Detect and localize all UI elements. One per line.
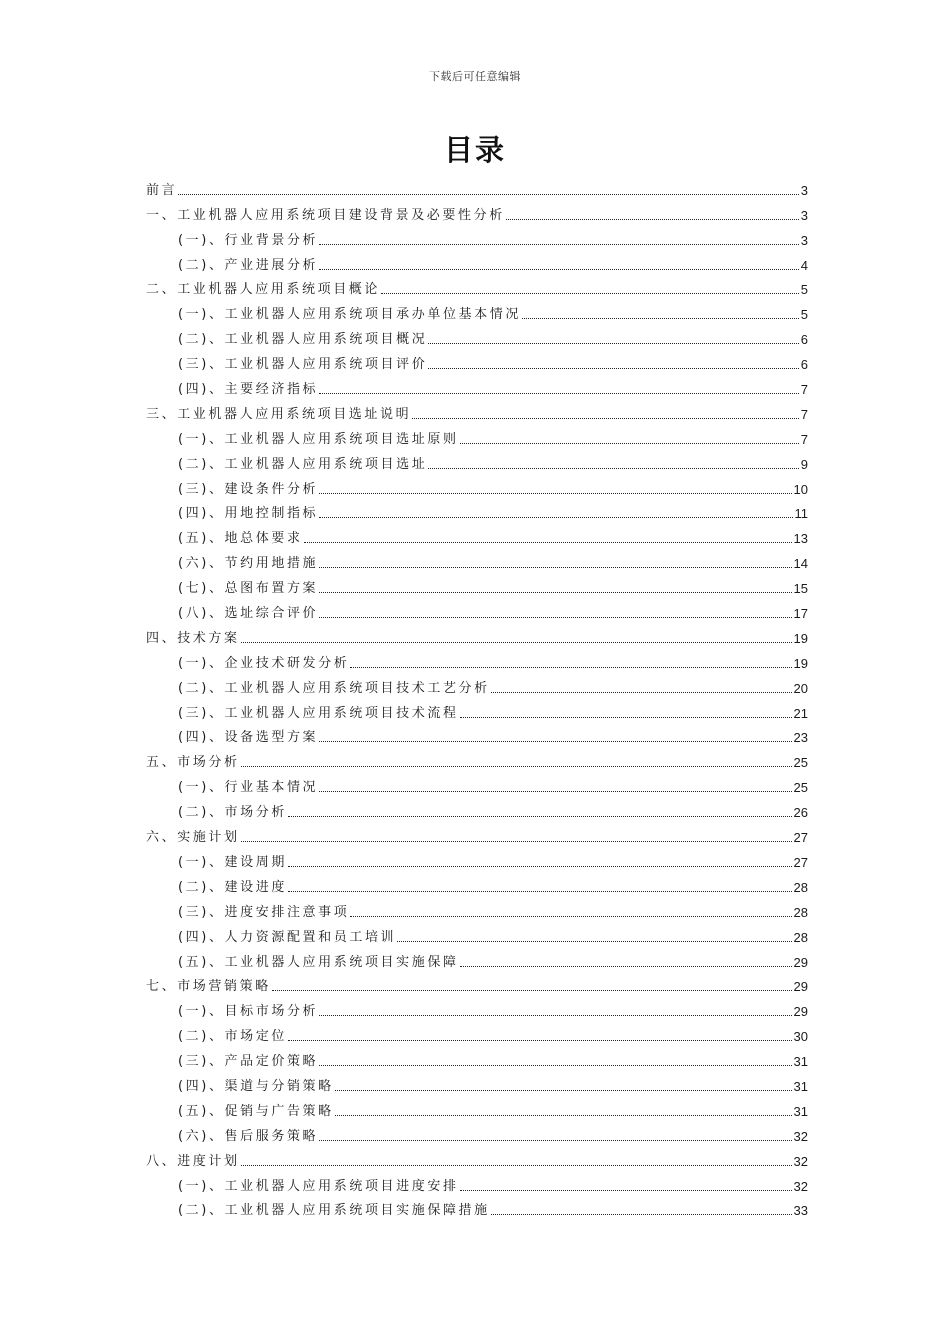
toc-entry-label: (二)、市场分析	[178, 805, 287, 821]
toc-entry-label: (五)、地总体要求	[178, 531, 303, 547]
toc-dot-leader	[319, 592, 791, 593]
toc-page-number: 33	[793, 1203, 808, 1219]
toc-entry-label: (四)、人力资源配置和员工培训	[178, 929, 397, 945]
toc-chapter-entry[interactable]	[146, 174, 808, 199]
toc-dot-leader	[319, 1140, 791, 1141]
toc-dot-leader	[241, 766, 792, 767]
toc-entry-label: (四)、主要经济指标	[178, 382, 319, 398]
toc-dot-leader	[272, 990, 792, 991]
toc-entry-label: (六)、售后服务策略	[178, 1128, 319, 1144]
toc-dot-leader	[304, 542, 792, 543]
toc-section-entry[interactable]	[146, 1195, 808, 1220]
toc-entry-label: (二)、工业机器人应用系统项目选址	[178, 456, 428, 472]
toc-chapter-entry[interactable]	[146, 1145, 808, 1170]
toc-page-number: 25	[793, 755, 808, 771]
toc-entry-label: (二)、工业机器人应用系统项目技术工艺分析	[178, 680, 490, 696]
toc-dot-leader	[319, 517, 792, 518]
toc-page-number: 31	[793, 1103, 808, 1119]
toc-page-number: 30	[793, 1029, 808, 1045]
toc-entry-label: (二)、市场定位	[178, 1029, 287, 1045]
toc-entry-label: (一)、行业背景分析	[178, 232, 319, 248]
toc-dot-leader	[522, 318, 799, 319]
toc-page-number: 10	[793, 481, 808, 497]
toc-entry-label: (二)、产业进展分析	[178, 257, 319, 273]
toc-entry-label: (五)、工业机器人应用系统项目实施保障	[178, 954, 459, 970]
toc-page-number: 19	[793, 655, 808, 671]
toc-section-entry[interactable]	[146, 921, 808, 946]
toc-dot-leader	[460, 717, 792, 718]
toc-entry-label: (四)、用地控制指标	[178, 506, 319, 522]
toc-dot-leader	[241, 841, 792, 842]
toc-entry-label: (三)、产品定价策略	[178, 1054, 319, 1070]
toc-entry-label: (四)、渠道与分销策略	[178, 1078, 334, 1094]
toc-chapter-entry[interactable]	[146, 622, 808, 647]
toc-page-number: 27	[793, 854, 808, 870]
toc-dot-leader	[460, 966, 792, 967]
toc-page-number: 11	[794, 506, 808, 522]
toc-dot-leader	[241, 1165, 792, 1166]
toc-entry-label: (二)、工业机器人应用系统项目实施保障措施	[178, 1203, 490, 1219]
toc-section-entry[interactable]	[146, 1070, 808, 1095]
toc-dot-leader	[319, 1065, 791, 1066]
toc-dot-leader	[381, 293, 799, 294]
toc-dot-leader	[491, 692, 792, 693]
toc-dot-leader	[319, 1015, 791, 1016]
toc-section-entry[interactable]	[146, 1020, 808, 1045]
toc-section-entry[interactable]	[146, 473, 808, 498]
toc-section-entry[interactable]	[146, 298, 808, 323]
toc-section-entry[interactable]	[146, 896, 808, 921]
toc-section-entry[interactable]	[146, 771, 808, 796]
toc-page-number: 23	[793, 730, 808, 746]
toc-page-number: 31	[793, 1054, 808, 1070]
toc-section-entry[interactable]	[146, 647, 808, 672]
toc-section-entry[interactable]	[146, 697, 808, 722]
toc-entry-label: 八、进度计划	[146, 1153, 240, 1169]
toc-chapter-entry[interactable]	[146, 821, 808, 846]
toc-entry-label: (七)、总图布置方案	[178, 581, 319, 597]
toc-section-entry[interactable]	[146, 722, 808, 747]
toc-page-number: 29	[793, 1004, 808, 1020]
toc-dot-leader	[288, 866, 792, 867]
toc-page-number: 5	[800, 307, 808, 323]
toc-dot-leader	[350, 916, 791, 917]
toc-page-number: 3	[800, 182, 808, 198]
toc-section-entry[interactable]	[146, 871, 808, 896]
toc-page-number: 7	[800, 431, 808, 447]
toc-section-entry[interactable]	[146, 498, 808, 523]
toc-page-number: 25	[793, 780, 808, 796]
toc-dot-leader	[460, 443, 799, 444]
toc-entry-label: (一)、企业技术研发分析	[178, 655, 350, 671]
toc-dot-leader	[319, 269, 799, 270]
toc-page-number: 29	[793, 979, 808, 995]
toc-dot-leader	[412, 418, 799, 419]
toc-section-entry[interactable]	[146, 796, 808, 821]
toc-entry-label: (三)、进度安排注意事项	[178, 904, 350, 920]
toc-page-number: 27	[793, 830, 808, 846]
toc-entry-label: 七、市场营销策略	[146, 979, 271, 995]
toc-section-entry[interactable]	[146, 249, 808, 274]
toc-section-entry[interactable]	[146, 672, 808, 697]
toc-page-number: 31	[793, 1078, 808, 1094]
toc-entry-label: (二)、建设进度	[178, 879, 287, 895]
toc-page-number: 32	[793, 1153, 808, 1169]
toc-section-entry[interactable]	[146, 846, 808, 871]
toc-dot-leader	[506, 219, 799, 220]
toc-section-entry[interactable]	[146, 1095, 808, 1120]
toc-page-number: 29	[793, 954, 808, 970]
toc-chapter-entry[interactable]	[146, 274, 808, 299]
toc-entry-label: (三)、建设条件分析	[178, 481, 319, 497]
toc-section-entry[interactable]	[146, 1170, 808, 1195]
table-of-contents	[146, 174, 808, 1219]
toc-entry-label: 四、技术方案	[146, 630, 240, 646]
toc-page-number: 15	[793, 581, 808, 597]
toc-section-entry[interactable]	[146, 995, 808, 1020]
toc-chapter-entry[interactable]	[146, 398, 808, 423]
toc-title: 目录	[443, 133, 506, 167]
toc-dot-leader	[319, 567, 791, 568]
toc-page-number: 28	[793, 879, 808, 895]
toc-section-entry[interactable]	[146, 1120, 808, 1145]
toc-dot-leader	[428, 343, 798, 344]
toc-page-number: 7	[800, 382, 808, 398]
toc-page-number: 32	[793, 1128, 808, 1144]
toc-page-number: 7	[800, 406, 808, 422]
toc-section-entry[interactable]	[146, 572, 808, 597]
toc-section-entry[interactable]	[146, 597, 808, 622]
toc-section-entry[interactable]	[146, 1045, 808, 1070]
toc-entry-label: (一)、工业机器人应用系统项目承办单位基本情况	[178, 307, 521, 323]
toc-dot-leader	[428, 368, 798, 369]
toc-page-number: 6	[800, 357, 808, 373]
toc-entry-label: (一)、行业基本情况	[178, 780, 319, 796]
toc-section-entry[interactable]	[146, 348, 808, 373]
toc-entry-label: (四)、设备选型方案	[178, 730, 319, 746]
toc-dot-leader	[288, 891, 792, 892]
toc-section-entry[interactable]	[146, 323, 808, 348]
toc-entry-label: (一)、工业机器人应用系统项目选址原则	[178, 431, 459, 447]
toc-dot-leader	[397, 941, 791, 942]
toc-page-number: 19	[793, 630, 808, 646]
toc-page-number: 3	[800, 207, 808, 223]
toc-entry-label: 一、工业机器人应用系统项目建设背景及必要性分析	[146, 207, 505, 223]
toc-dot-leader	[350, 667, 791, 668]
toc-dot-leader	[319, 791, 791, 792]
toc-dot-leader	[288, 816, 792, 817]
toc-dot-leader	[319, 244, 799, 245]
toc-page-number: 14	[793, 556, 808, 572]
toc-dot-leader	[491, 1214, 792, 1215]
toc-page-number: 28	[793, 929, 808, 945]
toc-entry-label: (三)、工业机器人应用系统项目评价	[178, 357, 428, 373]
toc-dot-leader	[335, 1090, 792, 1091]
toc-entry-label: 三、工业机器人应用系统项目选址说明	[146, 406, 412, 422]
toc-entry-label: (一)、目标市场分析	[178, 1004, 319, 1020]
toc-entry-label: (一)、建设周期	[178, 854, 287, 870]
toc-entry-label: (三)、工业机器人应用系统项目技术流程	[178, 705, 459, 721]
toc-section-entry[interactable]	[146, 423, 808, 448]
toc-entry-label: (五)、促销与广告策略	[178, 1103, 334, 1119]
toc-page-number: 21	[793, 705, 808, 721]
toc-entry-label: 二、工业机器人应用系统项目概论	[146, 282, 381, 298]
toc-dot-leader	[288, 1040, 792, 1041]
toc-section-entry[interactable]	[146, 224, 808, 249]
toc-section-entry[interactable]	[146, 946, 808, 971]
toc-page-number: 5	[800, 282, 808, 298]
toc-page-number: 32	[793, 1178, 808, 1194]
toc-page-number: 20	[793, 680, 808, 696]
header-note: 下载后可任意编辑	[429, 70, 521, 83]
toc-entry-label: 五、市场分析	[146, 755, 240, 771]
toc-chapter-entry[interactable]	[146, 199, 808, 224]
toc-entry-label: (二)、工业机器人应用系统项目概况	[178, 332, 428, 348]
toc-page-number: 3	[800, 232, 808, 248]
toc-dot-leader	[319, 741, 791, 742]
toc-page-number: 13	[793, 531, 808, 547]
toc-section-entry[interactable]	[146, 522, 808, 547]
toc-chapter-entry[interactable]	[146, 746, 808, 771]
toc-dot-leader	[319, 393, 799, 394]
toc-page-number: 9	[800, 456, 808, 472]
toc-section-entry[interactable]	[146, 373, 808, 398]
toc-page-number: 17	[793, 606, 808, 622]
toc-entry-label: (一)、工业机器人应用系统项目进度安排	[178, 1178, 459, 1194]
toc-entry-label: 六、实施计划	[146, 830, 240, 846]
toc-chapter-entry[interactable]	[146, 971, 808, 996]
toc-dot-leader	[428, 468, 798, 469]
toc-entry-label: 前言	[146, 182, 178, 198]
toc-dot-leader	[460, 1190, 792, 1191]
toc-entry-label: (八)、选址综合评价	[178, 606, 319, 622]
toc-page-number: 28	[793, 904, 808, 920]
toc-dot-leader	[319, 493, 791, 494]
toc-section-entry[interactable]	[146, 448, 808, 473]
toc-entry-label: (六)、节约用地措施	[178, 556, 319, 572]
toc-section-entry[interactable]	[146, 547, 808, 572]
toc-dot-leader	[241, 642, 792, 643]
toc-page-number: 4	[800, 257, 808, 273]
toc-page-number: 6	[800, 332, 808, 348]
toc-page-number: 26	[793, 805, 808, 821]
toc-dot-leader	[335, 1115, 792, 1116]
toc-dot-leader	[319, 617, 791, 618]
toc-dot-leader	[178, 194, 799, 195]
